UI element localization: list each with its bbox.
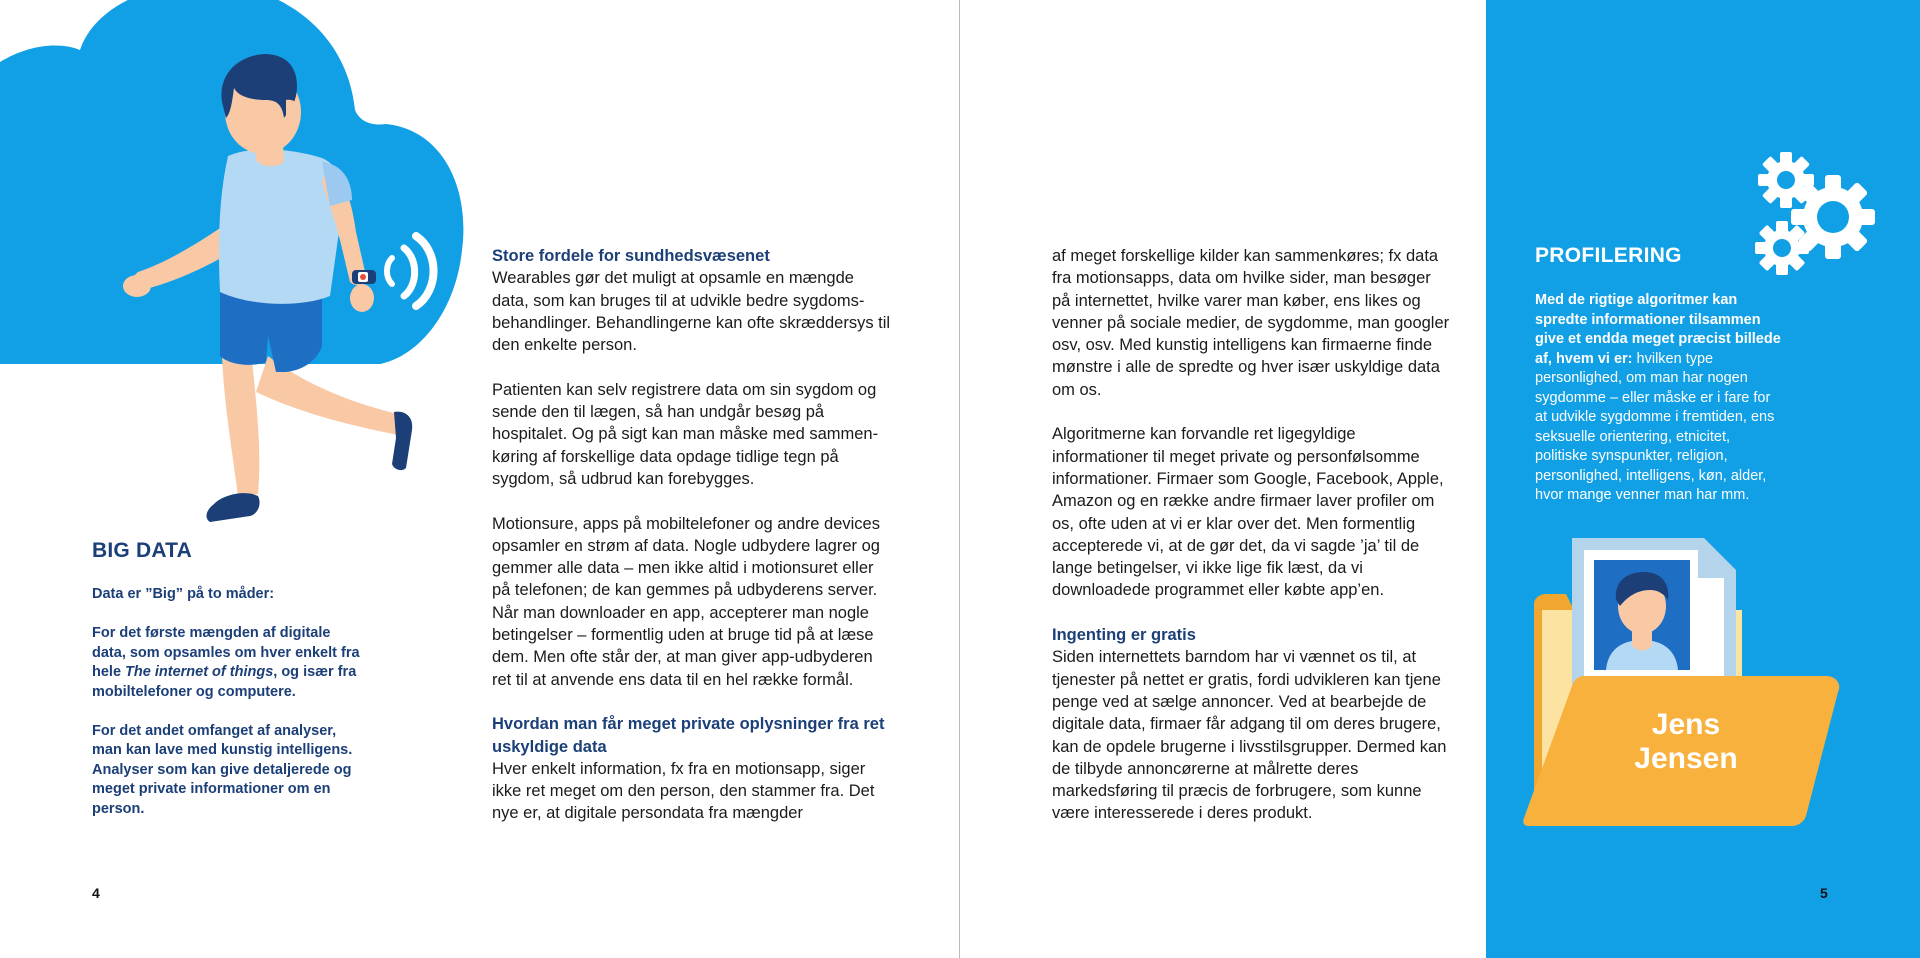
point1-italic: The internet of things bbox=[125, 664, 274, 680]
big-data-sidebar bbox=[92, 585, 362, 839]
sidebar-point-1 bbox=[92, 624, 362, 702]
paragraph: Algoritmerne kan forvandle ret ligegyldige informationer til meget private og personfølsomme informationer. Firmaer som Google, Facebook, Apple, Amazon og en række andre firmaer laver profiler om os, ofte uden at vi er klar over det. Men formentlig accepterede vi, at de gør det, da vi sagde ’ja’ til de lange betingelser, vi ikke lige fik læst, da vi downloadede programmet eller købte app’en. bbox=[1052, 425, 1444, 600]
paragraph: Motionsure, apps på mobiltelefoner og andre devices opsamler en strøm af data. Nogle udbydere lagrer og gemmer alle data – men ikke altid i motionsuret eller på telefonen; de kan gemmes på udbyderens server. Når man downloader en app, accepterer man nogle betingelser – formentlig uden at bruge tid på at læse dem. Men ofte står der, at man giver app-udbyderen ret til at anvende ens data til en hel række formål. bbox=[492, 514, 880, 689]
paragraph: af meget forskellige kilder kan sammenkøres; fx data fra motionsapps, data om hvilke sider, man besøger på internettet, hvilke varer man køber, ens likes og venner på sociale medier, de sygdomme, man googler osv, osv. Med kunstig intelligens kan firmaerne finde mønstre i alle de spredte og hver især uskyldige data om os. bbox=[1052, 247, 1450, 399]
profilering-panel bbox=[1486, 0, 1920, 958]
right-page bbox=[961, 0, 1920, 958]
big-data-illustration bbox=[0, 0, 480, 540]
gear-icon bbox=[1755, 152, 1875, 275]
profile-folder-icon bbox=[1523, 538, 1839, 826]
folder-label-first: Jens bbox=[1651, 708, 1721, 741]
point1-before: For det første mængden af digitale data, som opsamles om hver enkelt fra hele bbox=[92, 625, 360, 680]
big-data-heading: BIG DATA bbox=[92, 539, 192, 562]
page-number-right: 5 bbox=[1820, 885, 1828, 901]
paragraph: Siden internettets barndom har vi vænnet os til, at tjenester på nettet er gratis, fordi udvikleren kan tjene penge ved at sælge annoncer. Ved at bearbejde de digitale data, firmaer får adgang til om deres brugere, kan de opdele brugerne i livsstilsgrupper. Dermed kan de tilbyde annoncørerne at målrette deres markedsføring til præcis de forbrugere, som kunne være interesserede i deres produkt. bbox=[1052, 648, 1447, 823]
right-text-column bbox=[1052, 245, 1452, 847]
profilering-rest: hvilken type personlighed, om man har nogen sygdomme – eller måske er i fare for at udvikle sygdomme i fremtiden, ens seksuelle orientering, etnicitet, politiske synspunkter, religion, personlighed, intelligens, køn, alder, hvor mange venner man har mm. bbox=[1535, 350, 1775, 503]
paragraph: Patienten kan selv registrere data om sin sygdom og sende den til lægen, så han undgår besøg på hospitalet. Og på sigt kan man måske med sammen-køring af forskellige data opdage tidlige tegn på sygdom, så udbrud kan forebygges. bbox=[492, 380, 879, 488]
left-text-column bbox=[492, 245, 892, 847]
folder-label-last: Jensen bbox=[1634, 742, 1738, 775]
page-number-left: 4 bbox=[92, 885, 100, 901]
point1-after: , og især fra mobiltelefoner og computere. bbox=[92, 664, 357, 700]
profilering-text bbox=[1535, 291, 1785, 506]
section-heading-private-data: Hvordan man får meget private oplysninger fra ret uskyldige data bbox=[492, 715, 885, 756]
paragraph: Wearables gør det muligt at opsamle en mængde data, som kan bruges til at udvikle bedre sygdoms-behandlinger. Behandlingerne kan ofte skræddersys til den enkelte person. bbox=[492, 269, 891, 355]
profilering-heading: PROFILERING bbox=[1535, 244, 1682, 267]
sidebar-intro: Data er ”Big” på to måder: bbox=[92, 586, 275, 602]
section-heading-free: Ingenting er gratis bbox=[1052, 626, 1196, 645]
profilering-lead: Med de rigtige algoritmer kan spredte informationer tilsammen give et endda meget præcist billede af, hvem vi er: bbox=[1535, 292, 1781, 367]
folder-label bbox=[1596, 708, 1776, 776]
paragraph: Hver enkelt information, fx fra en motionsapp, siger ikke ret meget om den person, den stammer fra. Det nye er, at digitale persondata fra mængder bbox=[492, 759, 875, 823]
sidebar-point-2: For det andet omfanget af analyser, man kan lave med kunstig intelligens. Analyser som kan give detaljerede og meget private informationer om en person. bbox=[92, 722, 353, 817]
section-heading-health: Store fordele for sundhedsvæsenet bbox=[492, 247, 770, 265]
